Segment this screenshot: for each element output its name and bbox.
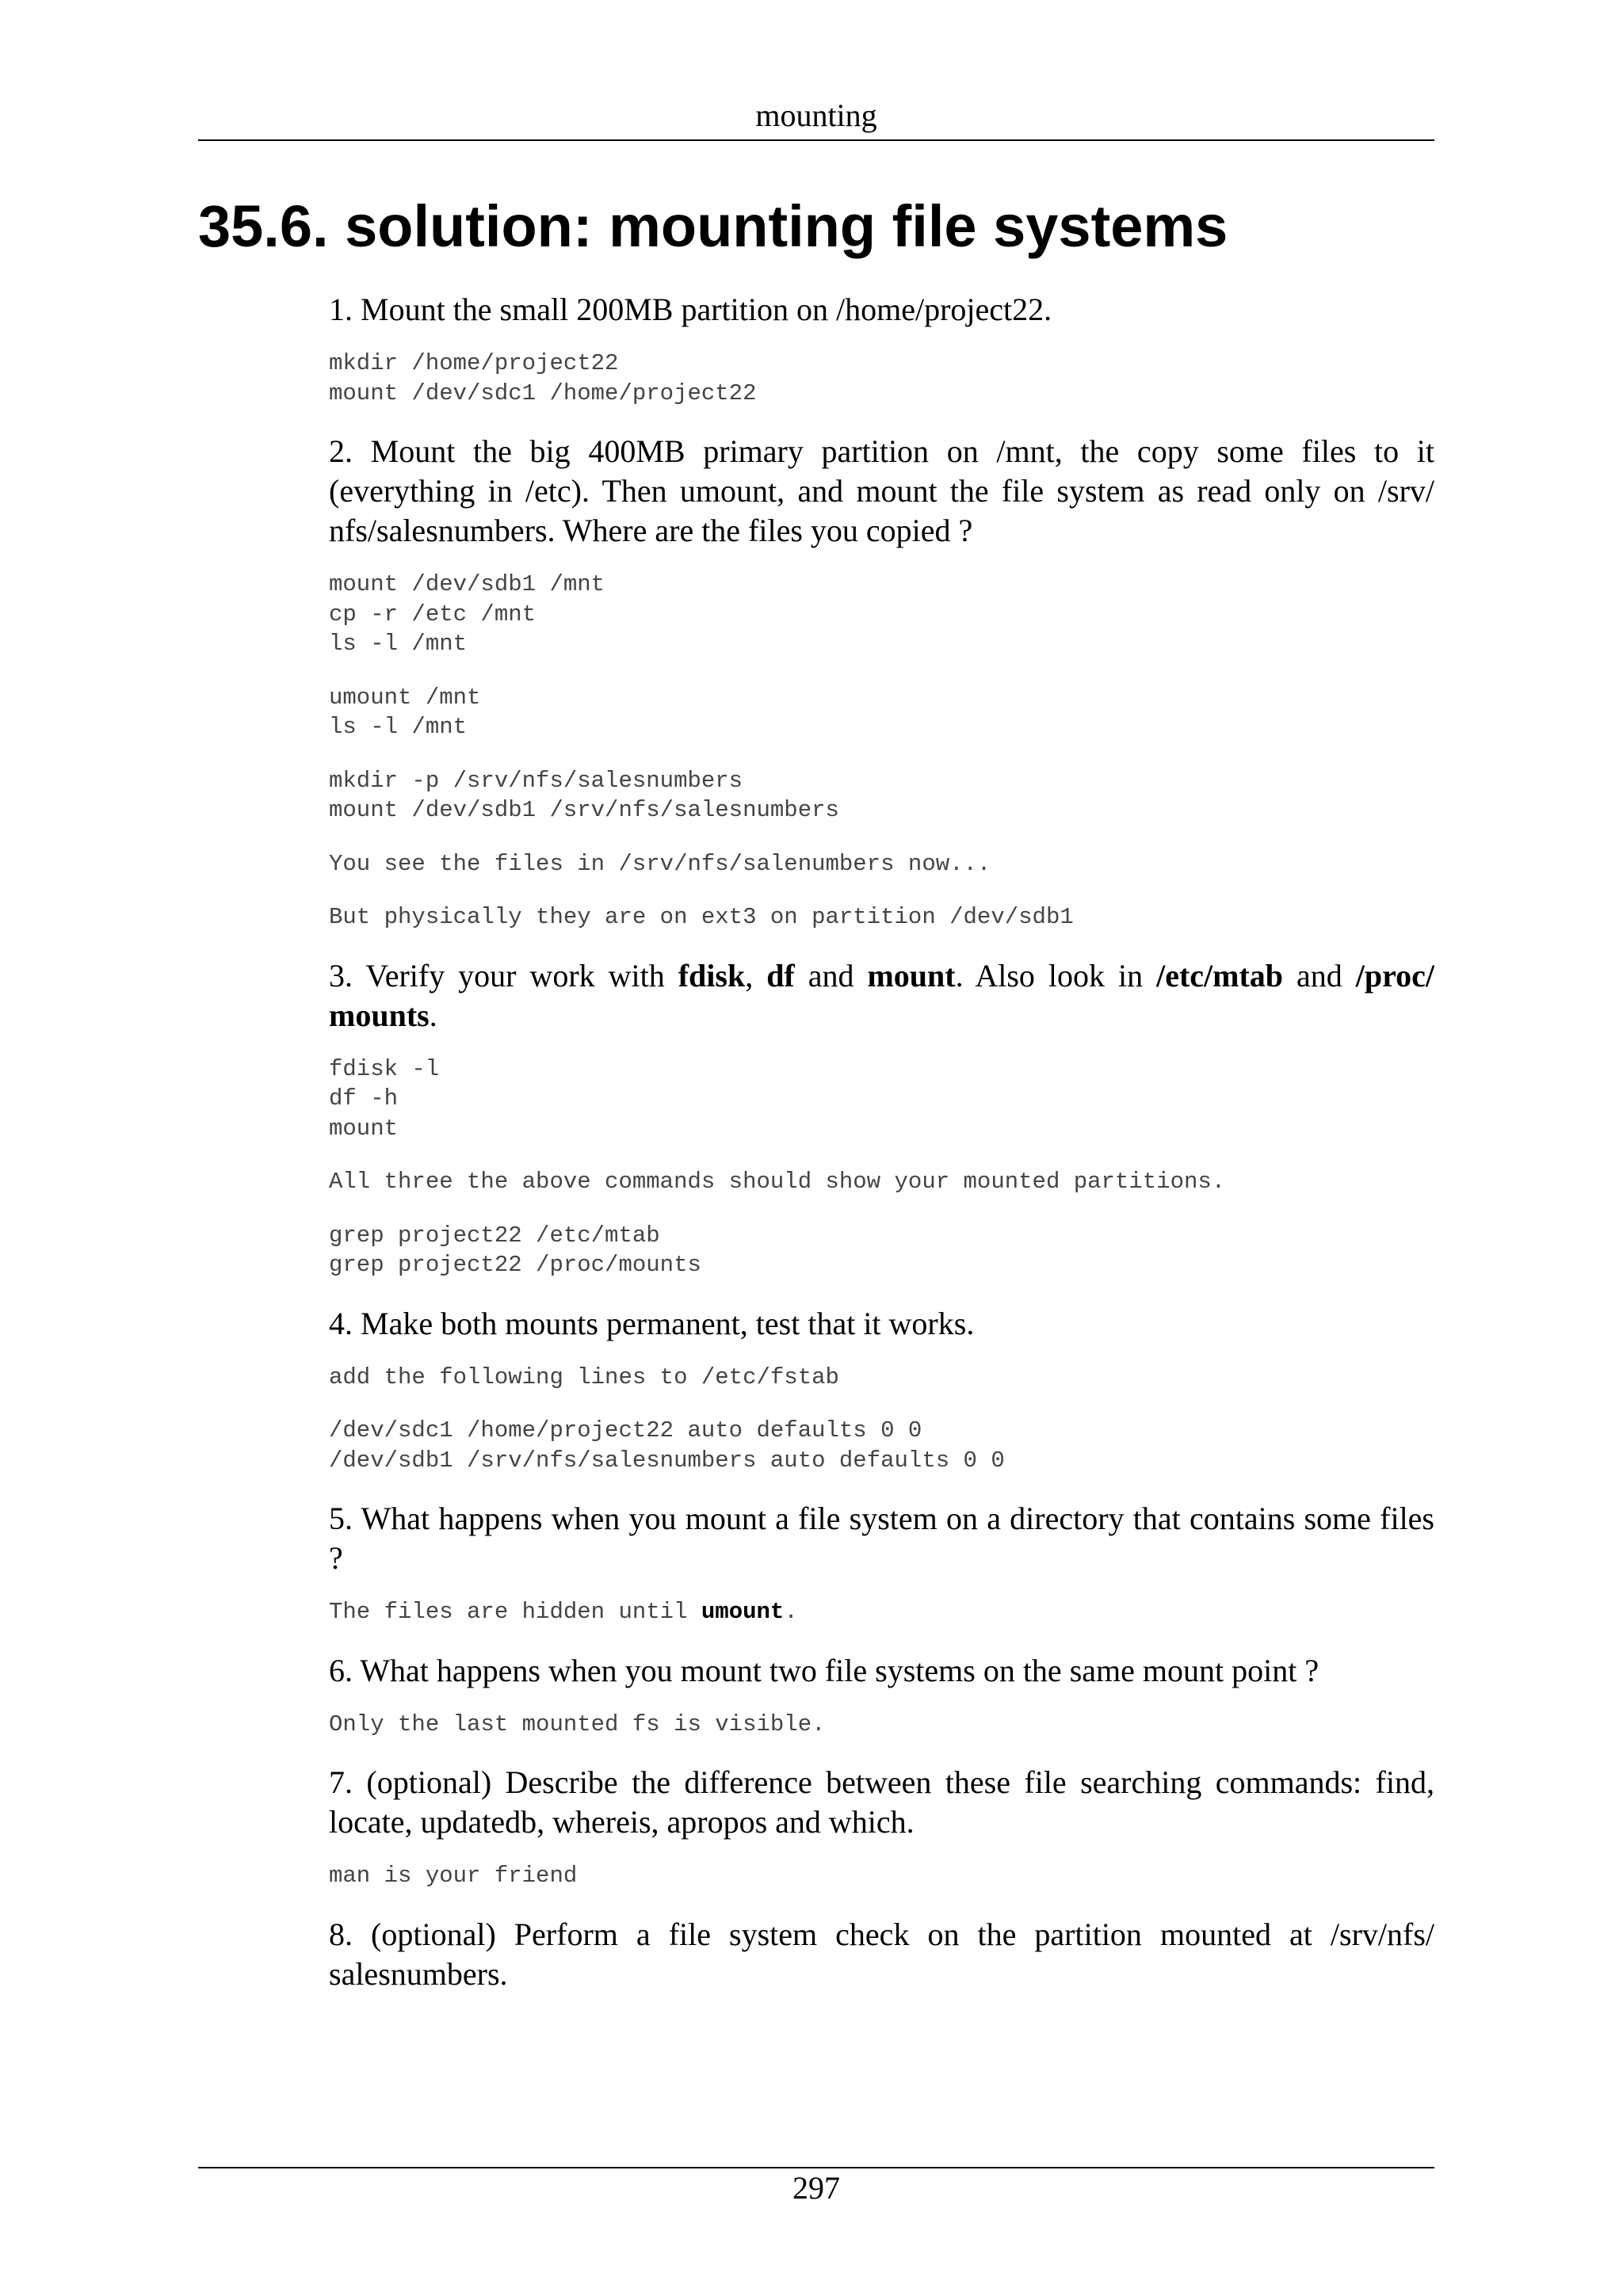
question-text: and (1283, 957, 1356, 994)
command-keyword: df (766, 957, 795, 994)
file-path-keyword: /proc/ mounts (329, 957, 1434, 1033)
code-block: mkdir -p /srv/nfs/salesnumbers mount /dev/sdb1 /srv/nfs/salesnumbers (329, 767, 839, 823)
question-text: 3. Verify your work with (329, 957, 678, 994)
running-header: mounting (755, 97, 877, 133)
question-4: 4. Make both mounts permanent, test that it works. (329, 1305, 975, 1341)
question-3 (329, 956, 1434, 1035)
code-block: mkdir /home/project22 mount /dev/sdc1 /home/project22 (329, 350, 757, 406)
command-keyword: umount (701, 1599, 785, 1625)
question-text: . Also look in (955, 957, 1157, 994)
code-block: /dev/sdc1 /home/project22 auto defaults 0 0 /dev/sdb1 /srv/nfs/salesnumbers auto defaults 0 0 (329, 1417, 1005, 1474)
question-text: , (745, 957, 767, 994)
question-6: 6. What happens when you mount two file systems on the same mount point ? (329, 1652, 1319, 1688)
exercise-list (329, 290, 1434, 2013)
question-7: 7. (optional) Describe the difference between these file searching commands: find, locate, updatedb, whereis, apropos and which. (329, 1764, 1434, 1840)
code-block: fdisk -l df -h mount (329, 1055, 440, 1142)
code-block: umount /mnt ls -l /mnt (329, 684, 481, 740)
code-block: mount /dev/sdb1 /mnt cp -r /etc /mnt ls -l /mnt (329, 571, 605, 657)
code-block: You see the files in /srv/nfs/salenumbers now... (329, 850, 991, 877)
question-8: 8. (optional) Perform a file system check on the partition mounted at /srv/nfs/ salesnumbers. (329, 1916, 1434, 1992)
code-block: grep project22 /etc/mtab grep project22 /proc/mounts (329, 1222, 701, 1278)
header-rule (198, 139, 1434, 141)
question-5: 5. What happens when you mount a file system on a directory that contains some files ? (329, 1501, 1434, 1576)
code-block: man is your friend (329, 1863, 578, 1889)
code-block: add the following lines to /etc/fstab (329, 1363, 839, 1390)
code-block: All three the above commands should show your mounted partitions. (329, 1169, 1226, 1195)
code-text: The files are hidden until (329, 1599, 701, 1625)
code-block: But physically they are on ext3 on partition /dev/sdb1 (329, 904, 1074, 930)
command-keyword: mount (867, 957, 956, 994)
code-block (329, 1597, 1434, 1627)
section-title: 35.6. solution: mounting file systems (198, 193, 1228, 259)
question-text: . (429, 997, 437, 1033)
page-number: 297 (792, 2170, 840, 2206)
file-path-keyword: /etc/mtab (1156, 957, 1284, 994)
question-1: 1. Mount the small 200MB partition on /home/project22. (329, 292, 1052, 327)
code-block: Only the last mounted fs is visible. (329, 1711, 826, 1737)
command-keyword: fdisk (678, 957, 746, 994)
code-text: . (784, 1599, 798, 1625)
question-2: 2. Mount the big 400MB primary partition on /mnt, the copy some files to it (everything in /etc). Then umount, and mount the file system as read only on /srv/ nfs/salesnumbers. Where are the files you copied ? (329, 433, 1434, 548)
question-text: and (794, 957, 868, 994)
